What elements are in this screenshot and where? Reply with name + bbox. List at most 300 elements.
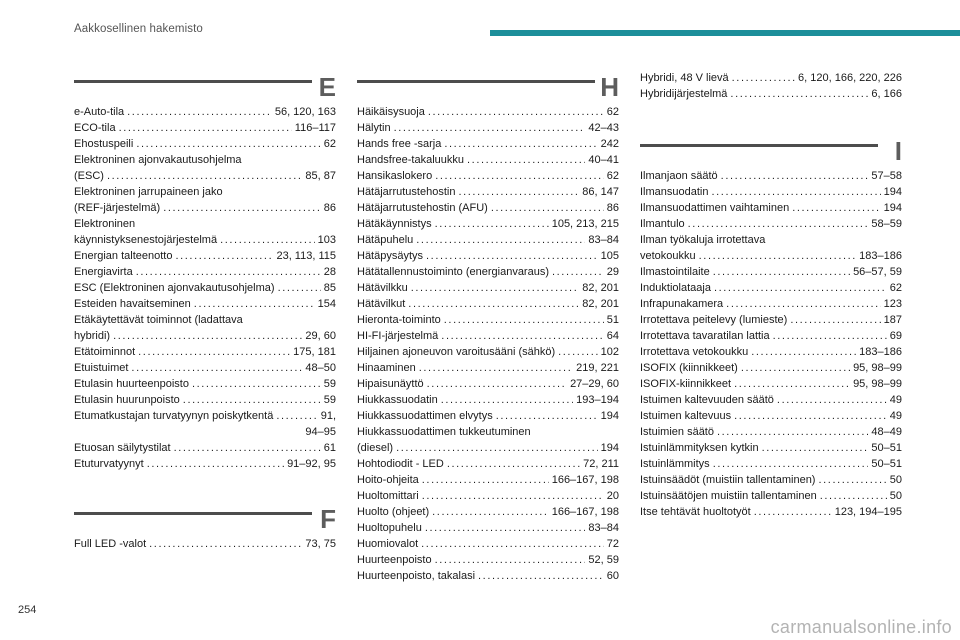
index-entry-term: Huurteenpoisto <box>357 554 432 566</box>
index-entry <box>357 344 619 360</box>
index-entry-term: Hätäkäynnistys <box>357 218 432 230</box>
section-continued <box>640 70 902 102</box>
index-entry-pages: 116–117 <box>294 122 336 134</box>
index-entry <box>640 424 902 440</box>
index-entry-row <box>640 360 902 376</box>
dot-leader <box>444 136 597 152</box>
dot-leader <box>149 536 302 552</box>
index-entry-term: Ilmansuodattimen vaihtaminen <box>640 202 790 214</box>
dot-leader <box>435 552 586 568</box>
dot-leader <box>721 168 869 184</box>
section-header <box>640 136 902 168</box>
index-entry <box>640 296 902 312</box>
index-entry-term: ECO-tila <box>74 122 116 134</box>
index-entry <box>74 104 336 120</box>
index-entry-row <box>357 312 619 328</box>
index-entry-row <box>357 136 619 152</box>
index-entry-pages: 103 <box>317 234 336 246</box>
index-entry-pages: 193–194 <box>576 394 619 406</box>
index-entry-pages: 183–186 <box>859 250 902 262</box>
index-entry-row <box>640 408 902 424</box>
index-entry <box>357 104 619 120</box>
index-entry-term: Hybridijärjestelmä <box>640 88 728 100</box>
index-entry <box>74 344 336 360</box>
section-letter: E <box>318 72 336 102</box>
index-entry <box>357 328 619 344</box>
index-entry-list <box>74 104 336 472</box>
section-i <box>640 136 902 520</box>
index-entry-row <box>640 86 902 102</box>
index-entry-pages: 91–92, 95 <box>287 458 336 470</box>
index-entry-term: (diesel) <box>357 442 394 454</box>
index-entry-list <box>74 536 336 552</box>
index-entry-term: ISOFIX-kiinnikkeet <box>640 378 732 390</box>
index-entry <box>357 424 619 456</box>
dot-leader <box>435 216 549 232</box>
index-entry-term: Hiukkassuodattimen elvytys <box>357 410 493 422</box>
index-entry <box>357 392 619 408</box>
index-entry-term: hybridi) <box>74 330 111 342</box>
index-entry <box>640 488 902 504</box>
index-entry-pages: 187 <box>883 314 902 326</box>
dot-leader <box>426 248 598 264</box>
index-entry-pages: 59 <box>323 378 336 390</box>
index-entry-term: Hipaisunäyttö <box>357 378 424 390</box>
index-entry-row <box>640 472 902 488</box>
section-header <box>74 504 336 536</box>
index-entry-row <box>640 248 902 264</box>
index-entry <box>640 200 902 216</box>
dot-leader <box>411 280 580 296</box>
index-entry-row <box>357 184 619 200</box>
index-entry-term: Esteiden havaitseminen <box>74 298 191 310</box>
index-entry-pages: 49 <box>889 394 902 406</box>
index-entry-row <box>357 376 619 392</box>
index-entry-row <box>640 168 902 184</box>
index-entry-pages: 62 <box>606 170 619 182</box>
index-entry-row <box>357 440 619 456</box>
index-entry <box>640 504 902 520</box>
dot-leader <box>107 168 302 184</box>
index-entry-list <box>640 70 902 102</box>
index-entry-term: Etulasin huurunpoisto <box>74 394 180 406</box>
section-f <box>74 504 336 552</box>
dot-leader <box>396 440 598 456</box>
index-entry <box>640 440 902 456</box>
index-entry-list <box>357 104 619 584</box>
dot-leader <box>276 408 317 424</box>
index-entry-pages: 20 <box>606 490 619 502</box>
dot-leader <box>730 86 868 102</box>
index-entry-row <box>74 232 336 248</box>
index-entry-row <box>640 328 902 344</box>
index-entry-row <box>357 456 619 472</box>
index-entry-pages-continued: 94–95 <box>305 426 336 438</box>
dot-leader <box>552 264 604 280</box>
index-entry-row <box>640 184 902 200</box>
index-entry <box>74 296 336 312</box>
dot-leader <box>416 232 585 248</box>
index-entry-term: Huurteenpoisto, takalasi <box>357 570 476 582</box>
index-entry-term: Hoito-ohjeita <box>357 474 419 486</box>
dot-leader <box>741 360 850 376</box>
index-entry-row <box>357 248 619 264</box>
index-entry-term: Etuosan säilytystilat <box>74 442 171 454</box>
index-entry-pages: 72, 211 <box>583 458 619 470</box>
index-entry-pages: 194 <box>883 186 902 198</box>
index-entry-row <box>74 440 336 456</box>
index-entry-pages: 56–57, 59 <box>853 266 902 278</box>
index-entry-term: Ilmanjaon säätö <box>640 170 718 182</box>
index-entry-term: Hälytin <box>357 122 391 134</box>
index-entry <box>357 136 619 152</box>
index-entry-term: Hätäjarrutustehostin <box>357 186 456 198</box>
watermark: carmanualsonline.info <box>770 617 952 637</box>
index-entry-row <box>640 456 902 472</box>
dot-leader <box>818 472 886 488</box>
index-entry-pages: 95, 98–99 <box>853 378 902 390</box>
index-entry <box>640 280 902 296</box>
index-entry <box>640 360 902 376</box>
index-entry <box>357 152 619 168</box>
dot-leader <box>278 280 321 296</box>
index-entry-row <box>74 408 336 424</box>
index-entry <box>357 200 619 216</box>
dot-leader <box>175 248 273 264</box>
index-entry <box>74 312 336 344</box>
index-entry-row <box>74 168 336 184</box>
index-entry-row <box>357 536 619 552</box>
dot-leader <box>444 312 604 328</box>
index-entry-row <box>357 504 619 520</box>
index-entry <box>640 328 902 344</box>
index-entry-pages: 23, 113, 115 <box>276 250 336 262</box>
dot-leader <box>734 376 850 392</box>
index-entry-row <box>640 216 902 232</box>
index-entry-pages: 29 <box>606 266 619 278</box>
dot-leader <box>136 264 321 280</box>
dot-leader <box>441 328 603 344</box>
index-entry <box>74 120 336 136</box>
index-entry-term: Handsfree-takaluukku <box>357 154 465 166</box>
section-rule <box>640 144 878 147</box>
dot-leader <box>220 232 315 248</box>
index-entry-pages: 82, 201 <box>582 282 619 294</box>
index-entry-pages: 86 <box>323 202 336 214</box>
index-entry-row <box>357 200 619 216</box>
dot-leader <box>194 296 315 312</box>
index-entry-list <box>640 168 902 520</box>
index-entry <box>640 376 902 392</box>
index-entry <box>357 536 619 552</box>
dot-leader <box>394 120 586 136</box>
index-entry <box>74 456 336 472</box>
index-entry-term: Istuimen kaltevuus <box>640 410 732 422</box>
dot-leader <box>496 408 598 424</box>
index-entry-term: Häikäisysuoja <box>357 106 425 118</box>
index-entry <box>357 216 619 232</box>
index-entry-term: Hinaaminen <box>357 362 416 374</box>
index-entry-pages: 85 <box>323 282 336 294</box>
index-entry <box>640 70 902 86</box>
index-entry-term: käynnistyksenestojärjestelmä <box>74 234 218 246</box>
index-entry-pages: 57–58 <box>871 170 902 182</box>
index-entry-term: Energian talteenotto <box>74 250 173 262</box>
dot-leader <box>127 104 272 120</box>
dot-leader <box>688 216 869 232</box>
dot-leader <box>147 456 284 472</box>
section-letter: F <box>320 504 336 534</box>
index-entry-term: Etumatkustajan turvatyynyn poiskytkentä <box>74 410 274 422</box>
index-entry-row <box>357 328 619 344</box>
index-entry <box>74 360 336 376</box>
index-entry-pages: 154 <box>317 298 336 310</box>
dot-leader <box>792 200 880 216</box>
index-entry-term: HI-FI-järjestelmä <box>357 330 439 342</box>
dot-leader <box>762 440 869 456</box>
index-entry-term: Irrotettava vetokoukku <box>640 346 749 358</box>
index-entry <box>357 232 619 248</box>
section-e <box>74 72 336 472</box>
index-entry-row <box>357 168 619 184</box>
dot-leader <box>113 328 302 344</box>
index-entry-term-line: Ilman työkaluja irrotettava <box>640 234 766 246</box>
index-entry-term: Hohtodiodit - LED <box>357 458 444 470</box>
index-entry-row <box>640 200 902 216</box>
index-entry-row <box>640 504 902 520</box>
index-entry-term: Hätävilkut <box>357 298 406 310</box>
index-entry <box>357 456 619 472</box>
dot-leader <box>136 136 320 152</box>
index-entry-term: Istuinsäätöjen muistiin tallentaminen <box>640 490 817 502</box>
dot-leader <box>421 536 604 552</box>
index-entry-term: Etulasin huurteenpoisto <box>74 378 189 390</box>
index-entry <box>640 392 902 408</box>
index-entry-pages: 48–50 <box>305 362 336 374</box>
section-letter: I <box>894 136 902 166</box>
index-entry-pages: 91, <box>320 410 336 422</box>
index-entry-term-line: Elektroninen <box>74 218 136 230</box>
index-entry-term: Istuimen kaltevuuden säätö <box>640 394 774 406</box>
index-entry-term: Huoltopuhelu <box>357 522 422 534</box>
index-entry-term-line: Hiukkassuodattimen tukkeutuminen <box>357 426 531 438</box>
dot-leader <box>714 280 887 296</box>
index-entry-row <box>74 392 336 408</box>
dot-leader <box>131 360 302 376</box>
index-entry-pages: 82, 201 <box>582 298 619 310</box>
index-entry-pages: 29, 60 <box>305 330 336 342</box>
index-entry <box>357 360 619 376</box>
index-entry-pages: 50 <box>889 474 902 486</box>
index-entry-term: Ilmantulo <box>640 218 685 230</box>
dot-leader <box>699 248 857 264</box>
dot-leader <box>422 472 549 488</box>
index-entry-row <box>640 344 902 360</box>
index-entry-pages: 48–49 <box>871 426 902 438</box>
index-entry-pages: 219, 221 <box>576 362 619 374</box>
index-entry-row <box>357 344 619 360</box>
dot-leader <box>478 568 604 584</box>
index-entry-pages: 175, 181 <box>293 346 336 358</box>
index-entry-pages: 60 <box>606 570 619 582</box>
index-entry-row <box>74 456 336 472</box>
index-entry-row <box>74 200 336 216</box>
index-entry <box>74 392 336 408</box>
index-entry-pages: 27–29, 60 <box>570 378 619 390</box>
index-entry-pages: 51 <box>606 314 619 326</box>
index-entry <box>74 376 336 392</box>
index-entry-row <box>640 264 902 280</box>
dot-leader <box>163 200 321 216</box>
index-entry-pages: 6, 120, 166, 220, 226 <box>798 72 902 84</box>
index-entry <box>74 408 336 440</box>
index-entry-row <box>357 104 619 120</box>
dot-leader <box>408 296 579 312</box>
index-entry-term: Hätäpysäytys <box>357 250 424 262</box>
index-entry <box>640 216 902 232</box>
index-entry-pages: 62 <box>323 138 336 150</box>
dot-leader <box>427 376 567 392</box>
index-entry-pages: 105, 213, 215 <box>551 218 619 230</box>
index-entry-pages: 123, 194–195 <box>834 506 902 518</box>
index-entry-pages: 28 <box>323 266 336 278</box>
running-head: Aakkosellinen hakemisto <box>74 23 203 35</box>
index-entry-term-line: Elektroninen ajonvakautusohjelma <box>74 154 242 166</box>
index-entry <box>357 264 619 280</box>
index-entry-pages: 56, 120, 163 <box>274 106 336 118</box>
index-entry-pages: 83–84 <box>588 234 619 246</box>
dot-leader <box>790 312 880 328</box>
dot-leader <box>717 424 868 440</box>
dot-leader <box>712 184 881 200</box>
index-entry-term: Etätoiminnot <box>74 346 136 358</box>
index-entry-pages: 62 <box>889 282 902 294</box>
index-entry <box>357 376 619 392</box>
index-entry-term: Istuinlämmityksen kytkin <box>640 442 759 454</box>
index-entry-term: Energiavirta <box>74 266 133 278</box>
index-entry-term: e-Auto-tila <box>74 106 125 118</box>
dot-leader <box>713 456 869 472</box>
index-entry-row <box>640 392 902 408</box>
index-entry-pages: 62 <box>606 106 619 118</box>
index-entry-term: Ilmastointilaite <box>640 266 710 278</box>
index-entry-row <box>74 280 336 296</box>
index-entry-pages: 194 <box>600 410 619 422</box>
index-entry-row <box>640 424 902 440</box>
header-accent-bar <box>490 30 960 36</box>
index-entry-pages: 183–186 <box>859 346 902 358</box>
index-entry-pages: 50–51 <box>871 442 902 454</box>
index-entry-row <box>357 216 619 232</box>
index-entry-term: vetokoukku <box>640 250 696 262</box>
dot-leader <box>713 264 850 280</box>
dot-leader <box>419 360 573 376</box>
index-entry-row <box>357 152 619 168</box>
section-header <box>74 72 336 104</box>
index-entry-pages: 194 <box>883 202 902 214</box>
dot-leader <box>458 184 579 200</box>
index-entry <box>74 280 336 296</box>
index-entry-term: ISOFIX (kiinnikkeet) <box>640 362 738 374</box>
index-entry <box>357 472 619 488</box>
index-entry <box>640 408 902 424</box>
page-number: 254 <box>18 604 37 616</box>
index-entry-term: Hiljainen ajoneuvon varoitusääni (sähkö) <box>357 346 556 358</box>
index-entry <box>357 248 619 264</box>
index-entry-row <box>357 472 619 488</box>
index-entry-pages: 64 <box>606 330 619 342</box>
index-entry-pages: 69 <box>889 330 902 342</box>
index-entry <box>357 280 619 296</box>
index-entry <box>357 568 619 584</box>
dot-leader <box>174 440 321 456</box>
index-entry <box>74 216 336 248</box>
index-entry <box>74 440 336 456</box>
index-entry <box>74 184 336 216</box>
index-entry-row <box>357 488 619 504</box>
index-entry <box>357 120 619 136</box>
section-h <box>357 72 619 584</box>
index-entry-term: Irrotettava tavaratilan lattia <box>640 330 770 342</box>
dot-leader <box>428 104 604 120</box>
index-entry <box>640 472 902 488</box>
index-entry-pages: 242 <box>600 138 619 150</box>
index-entry <box>640 86 902 102</box>
index-entry-term: ESC (Elektroninen ajonvakautusohjelma) <box>74 282 275 294</box>
index-entry <box>74 264 336 280</box>
section-letter: H <box>600 72 619 102</box>
index-entry-pages: 166–167, 198 <box>551 474 619 486</box>
index-entry <box>640 232 902 264</box>
index-entry-row <box>74 264 336 280</box>
section-rule <box>74 512 312 515</box>
index-entry <box>74 248 336 264</box>
dot-leader <box>726 296 880 312</box>
index-entry-term: Hätävilkku <box>357 282 408 294</box>
index-entry-row <box>640 296 902 312</box>
index-entry-term: Hieronta-toiminto <box>357 314 441 326</box>
index-entry-row <box>640 440 902 456</box>
dot-leader <box>820 488 887 504</box>
index-entry-term: (REF-järjestelmä) <box>74 202 161 214</box>
index-entry-term: Huomiovalot <box>357 538 419 550</box>
index-entry <box>357 488 619 504</box>
index-entry-row <box>74 104 336 120</box>
dot-leader <box>422 488 604 504</box>
index-entry <box>357 312 619 328</box>
index-entry-pages: 86, 147 <box>582 186 619 198</box>
index-entry <box>74 152 336 184</box>
index-entry-pages: 105 <box>600 250 619 262</box>
index-entry-pages: 73, 75 <box>305 538 336 550</box>
dot-leader <box>754 504 832 520</box>
dot-leader <box>425 520 586 536</box>
dot-leader <box>192 376 321 392</box>
index-entry <box>640 312 902 328</box>
dot-leader <box>447 456 580 472</box>
index-entry-term: Hansikaslokero <box>357 170 433 182</box>
index-entry-row <box>74 536 336 552</box>
index-entry-row <box>74 248 336 264</box>
dot-leader <box>138 344 290 360</box>
dot-leader <box>435 168 604 184</box>
dot-leader <box>773 328 887 344</box>
index-entry-pages: 50–51 <box>871 458 902 470</box>
dot-leader <box>119 120 292 136</box>
index-entry-term: Istuinlämmitys <box>640 458 710 470</box>
index-entry-row <box>74 296 336 312</box>
index-entry-term: Huoltomittari <box>357 490 419 502</box>
